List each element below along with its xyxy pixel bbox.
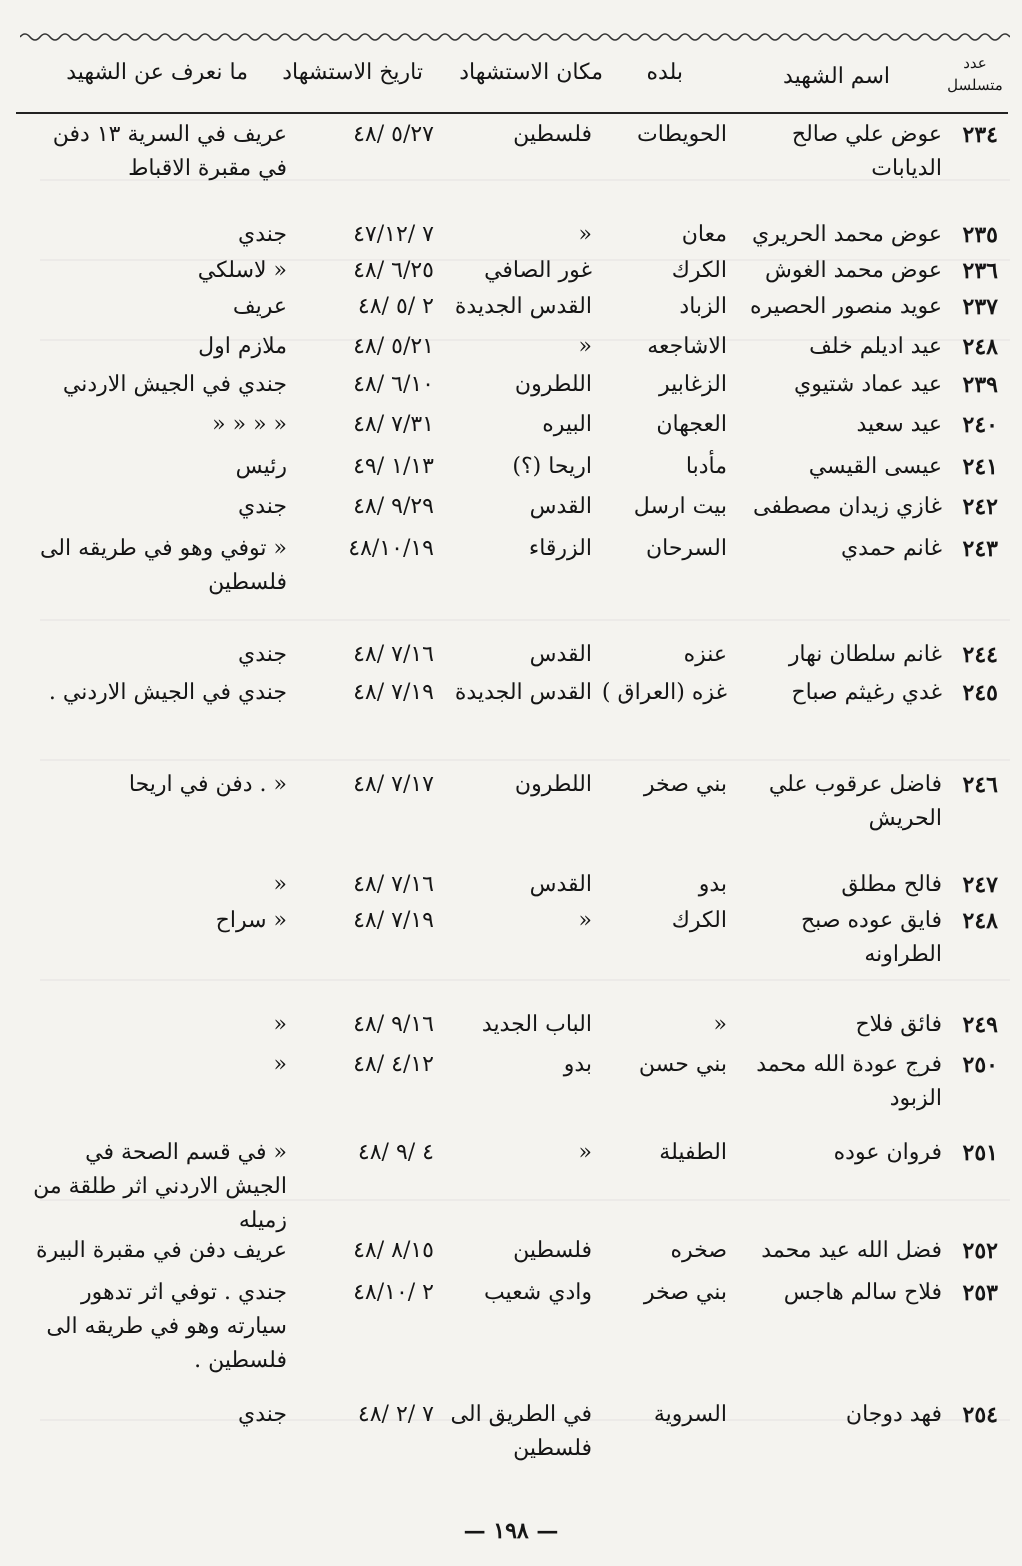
header-town: بلده bbox=[646, 60, 683, 85]
date-of-death-cell: ٢ /٥ /٤٨ bbox=[357, 294, 434, 319]
hometown-cell: الكرك bbox=[671, 908, 727, 933]
serial-number-cell: ٢٤٧ bbox=[962, 872, 998, 898]
place-of-death-cell: القدس bbox=[529, 872, 592, 897]
hometown-cell: بني حسن bbox=[638, 1052, 727, 1077]
hometown-cell: السروية bbox=[653, 1402, 727, 1427]
date-of-death-cell: ٥/٢٧ /٤٨ bbox=[353, 122, 434, 147]
place-of-death-cell: القدس الجديدة bbox=[454, 294, 592, 319]
serial-number-cell: ٢٤١ bbox=[962, 454, 998, 480]
serial-number-cell: ٢٤٢ bbox=[962, 494, 998, 520]
header-place: مكان الاستشهاد bbox=[459, 60, 603, 85]
place-of-death-cell: اريحا (؟) bbox=[512, 454, 592, 479]
serial-number-cell: ٢٥٠ bbox=[962, 1052, 998, 1078]
date-of-death-cell: ٤ /٩ /٤٨ bbox=[357, 1140, 434, 1165]
notes-cell: جندي bbox=[237, 642, 287, 667]
date-of-death-cell: ٩/٢٩ /٤٨ bbox=[353, 494, 434, 519]
place-of-death-cell: القدس الجديدة bbox=[454, 680, 592, 705]
serial-number-cell: ٢٤٤ bbox=[962, 642, 998, 668]
date-of-death-cell: ٦/١٠ /٤٨ bbox=[353, 372, 434, 397]
date-of-death-cell: ٤٨/١٠/١٩ bbox=[348, 536, 434, 561]
hometown-cell: الحويطات bbox=[637, 122, 727, 147]
header-name: اسم الشهيد bbox=[783, 64, 890, 89]
date-of-death-cell: ٧/١٧ /٤٨ bbox=[353, 772, 434, 797]
header-serial: عدد متسلسل bbox=[947, 54, 1003, 94]
notes-cell: « لاسلكي bbox=[197, 258, 287, 283]
date-of-death-cell: ٧ /٢ /٤٨ bbox=[357, 1402, 434, 1427]
place-of-death-cell: « bbox=[578, 1140, 592, 1165]
place-of-death-cell: « bbox=[578, 908, 592, 933]
serial-number-cell: ٢٤٨ bbox=[962, 334, 998, 360]
serial-number-cell: ٢٣٤ bbox=[962, 122, 998, 148]
header-date: تاريخ الاستشهاد bbox=[282, 60, 423, 85]
serial-number-cell: ٢٣٥ bbox=[962, 222, 998, 248]
notes-cell: رئيس bbox=[235, 454, 287, 479]
notes-cell: « bbox=[273, 1012, 287, 1037]
martyr-name-cell: عوض علي صالح الديابات bbox=[791, 122, 942, 181]
hometown-cell: السرحان bbox=[645, 536, 727, 561]
table-header bbox=[16, 50, 1008, 108]
martyr-name-cell: غازي زيدان مصطفى bbox=[753, 494, 942, 519]
martyr-name-cell: عيد اديلم خلف bbox=[809, 334, 942, 359]
notes-cell: عريف في السرية ١٣ دفن في مقبرة الاقباط bbox=[52, 122, 287, 181]
serial-number-cell: ٢٥٤ bbox=[962, 1402, 998, 1428]
martyr-name-cell: فالح مطلق bbox=[841, 872, 942, 897]
serial-number-cell: ٢٥١ bbox=[962, 1140, 998, 1166]
martyr-name-cell: فروان عوده bbox=[833, 1140, 942, 1165]
place-of-death-cell: القدس bbox=[529, 494, 592, 519]
martyr-name-cell: عيسى القيسي bbox=[808, 454, 942, 479]
hometown-cell: غزه (العراق ) bbox=[601, 680, 727, 705]
martyr-name-cell: فائق فلاح bbox=[855, 1012, 942, 1037]
martyr-name-cell: فهد دوجان bbox=[845, 1402, 942, 1427]
martyr-name-cell: عيد سعيد bbox=[856, 412, 942, 437]
hometown-cell: مأدبا bbox=[685, 454, 727, 479]
hometown-cell: بيت ارسل bbox=[633, 494, 727, 519]
hometown-cell: بدو bbox=[698, 872, 727, 897]
hometown-cell: معان bbox=[681, 222, 727, 247]
notes-cell: « bbox=[273, 1052, 287, 1077]
notes-cell: ملازم اول bbox=[198, 334, 287, 359]
date-of-death-cell: ٧ /٤٧/١٢ bbox=[353, 222, 434, 247]
serial-number-cell: ٢٣٦ bbox=[962, 258, 998, 284]
martyr-name-cell: فاضل عرقوب علي الحريش bbox=[768, 772, 942, 831]
place-of-death-cell: البيره bbox=[542, 412, 592, 437]
martyr-name-cell: فرج عودة الله محمد الزبود bbox=[756, 1052, 942, 1111]
notes-cell: جندي في الجيش الاردني . bbox=[48, 680, 287, 705]
date-of-death-cell: ٤/١٢ /٤٨ bbox=[353, 1052, 434, 1077]
martyr-name-cell: غانم حمدي bbox=[840, 536, 942, 561]
date-of-death-cell: ٨/١٥ /٤٨ bbox=[353, 1238, 434, 1263]
serial-number-cell: ٢٥٣ bbox=[962, 1280, 998, 1306]
top-decorative-rule bbox=[20, 30, 1010, 44]
martyr-name-cell: عوض محمد الغوش bbox=[765, 258, 942, 283]
notes-cell: « bbox=[273, 872, 287, 897]
serial-number-cell: ٢٤٠ bbox=[962, 412, 998, 438]
notes-cell: جندي bbox=[237, 494, 287, 519]
notes-cell: « في قسم الصحة في الجيش الاردني اثر طلقة من زميله bbox=[33, 1140, 287, 1233]
notes-cell: جندي . توفي اثر تدهور سيارته وهو في طريقه الى فلسطين . bbox=[46, 1280, 287, 1373]
date-of-death-cell: ٧/١٩ /٤٨ bbox=[353, 680, 434, 705]
date-of-death-cell: ٥/٢١ /٤٨ bbox=[353, 334, 434, 359]
hometown-cell: بني صخر bbox=[643, 772, 727, 797]
date-of-death-cell: ٧/١٩ /٤٨ bbox=[353, 908, 434, 933]
notes-cell: عريف bbox=[232, 294, 287, 319]
hometown-cell: الزغابير bbox=[658, 372, 727, 397]
place-of-death-cell: الباب الجديد bbox=[481, 1012, 592, 1037]
hometown-cell: الاشاجعه bbox=[647, 334, 727, 359]
date-of-death-cell: ١/١٣ /٤٩ bbox=[353, 454, 434, 479]
notes-cell: جندي في الجيش الاردني bbox=[62, 372, 287, 397]
martyr-name-cell: غانم سلطان نهار bbox=[788, 642, 942, 667]
serial-number-cell: ٢٤٩ bbox=[962, 1012, 998, 1038]
hometown-cell: بني صخر bbox=[643, 1280, 727, 1305]
hometown-cell: العجهان bbox=[656, 412, 727, 437]
header-notes: ما نعرف عن الشهيد bbox=[66, 60, 248, 85]
serial-number-cell: ٢٤٨ bbox=[962, 908, 998, 934]
serial-number-cell: ٢٤٦ bbox=[962, 772, 998, 798]
hometown-cell: « bbox=[713, 1012, 727, 1037]
date-of-death-cell: ٩/١٦ /٤٨ bbox=[353, 1012, 434, 1037]
place-of-death-cell: « bbox=[578, 222, 592, 247]
serial-number-cell: ٢٤٣ bbox=[962, 536, 998, 562]
notes-cell: « توفي وهو في طريقه الى فلسطين bbox=[39, 536, 287, 595]
martyr-name-cell: غدي رغيثم صباح bbox=[791, 680, 942, 705]
place-of-death-cell: القدس bbox=[529, 642, 592, 667]
notes-cell: « سراح bbox=[215, 908, 287, 933]
place-of-death-cell: فلسطين bbox=[513, 122, 592, 147]
hometown-cell: صخره bbox=[670, 1238, 727, 1263]
martyr-name-cell: عويد منصور الحصيره bbox=[749, 294, 942, 319]
place-of-death-cell: اللطرون bbox=[514, 372, 592, 397]
place-of-death-cell: وادي شعيب bbox=[483, 1280, 592, 1305]
date-of-death-cell: ٧/١٦ /٤٨ bbox=[353, 872, 434, 897]
date-of-death-cell: ٢ /٤٨/١٠ bbox=[353, 1280, 434, 1305]
serial-number-cell: ٢٣٧ bbox=[962, 294, 998, 320]
place-of-death-cell: في الطريق الى فلسطين bbox=[450, 1402, 592, 1461]
place-of-death-cell: غور الصافي bbox=[484, 258, 592, 283]
martyr-name-cell: عيد عماد شتيوي bbox=[794, 372, 942, 397]
place-of-death-cell: بدو bbox=[563, 1052, 592, 1077]
hometown-cell: عنزه bbox=[683, 642, 727, 667]
place-of-death-cell: « bbox=[578, 334, 592, 359]
hometown-cell: الطفيلة bbox=[659, 1140, 727, 1165]
place-of-death-cell: الزرقاء bbox=[528, 536, 592, 561]
serial-number-cell: ٢٥٢ bbox=[962, 1238, 998, 1264]
serial-number-cell: ٢٣٩ bbox=[962, 372, 998, 398]
notes-cell: « « « « bbox=[212, 412, 287, 437]
date-of-death-cell: ٧/١٦ /٤٨ bbox=[353, 642, 434, 667]
place-of-death-cell: فلسطين bbox=[513, 1238, 592, 1263]
martyr-name-cell: فايق عوده صبح الطراونه bbox=[800, 908, 942, 967]
hometown-cell: الكرك bbox=[671, 258, 727, 283]
page-number: — ١٩٨ — bbox=[463, 1518, 559, 1544]
martyr-name-cell: فضل الله عيد محمد bbox=[761, 1238, 942, 1263]
martyr-name-cell: عوض محمد الحريري bbox=[752, 222, 942, 247]
date-of-death-cell: ٦/٢٥ /٤٨ bbox=[353, 258, 434, 283]
header-divider bbox=[16, 112, 1008, 114]
place-of-death-cell: اللطرون bbox=[514, 772, 592, 797]
notes-cell: جندي bbox=[237, 1402, 287, 1427]
notes-cell: جندي bbox=[237, 222, 287, 247]
notes-cell: « . دفن في اريحا bbox=[128, 772, 287, 797]
hometown-cell: الزباد bbox=[679, 294, 727, 319]
martyr-name-cell: فلاح سالم هاجس bbox=[783, 1280, 942, 1305]
date-of-death-cell: ٧/٣١ /٤٨ bbox=[353, 412, 434, 437]
notes-cell: عريف دفن في مقبرة البيرة bbox=[35, 1238, 287, 1263]
serial-number-cell: ٢٤٥ bbox=[962, 680, 998, 706]
